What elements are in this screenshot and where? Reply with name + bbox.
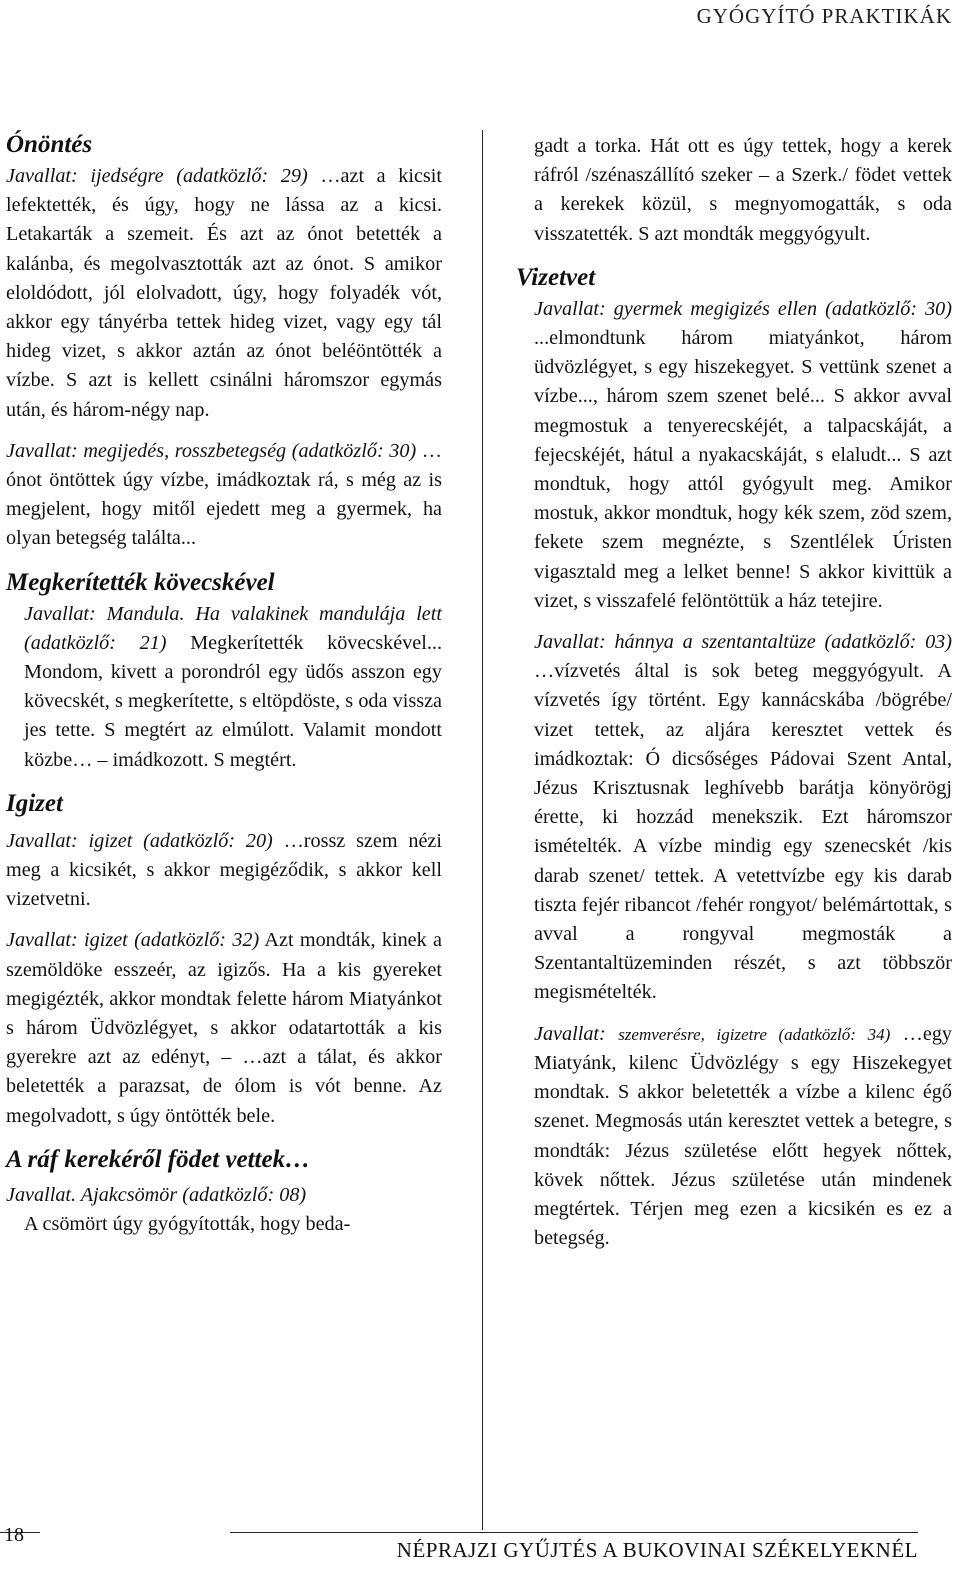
heading-vizetvet: Vizetvet [516,263,596,291]
body-text: …azt a kicsit lefektették, és úgy, hogy ne lássa az a kicsi. Letakarták a szemeit. És azt az ónot betették a kalánba, és megolvasztották azt az ónot. S amikor eloldódott, jól elolvadott, úgy, hogy folyadék vót, akkor egy tányérba tettek hideg vizet, vagy egy tál hideg vizet, s akkor aztán az ónot beléöntötték a vízbe. S azt is kellett csinálni háromszor egymás után, és három-négy nap. [6,165,442,421]
javallat-label: Javallat: hánnya a szentantaltüze (adatközlő: 03) [534,631,952,654]
javallat-label: Javallat: igizet (adatközlő: 32) [6,929,260,952]
javallat-label: Javallat: igizet (adatközlő: 20) [6,829,273,852]
javallat-label: Javallat: Mandula. Ha valakinek mandulája lett (adatközlő: 21) [24,602,442,654]
body-text: Megkerítették kövecskével... Mondom, kivett a porondról egy üdős asszon egy kövecskét, s megkerítette, s eltöpdöste, s oda vissza jes tette. S megtért az elmúlott. Valamit mondott közbe… – imádkozott. S megtért. [24,631,443,771]
running-footer: NÉPRAJZI GYŰJTÉS A BUKOVINAI SZÉKELYEKNÉL [396,1538,918,1562]
javallat-label: Javallat: gyermek megigizés ellen (adatközlő: 30) [534,297,952,320]
heading-raf: A ráf kerekéről födet vettek… [6,1145,311,1173]
heading-kovecske: Megkerítették kövecskével [6,568,275,596]
paragraph [6,162,442,425]
running-header: GYÓGYÍTÓ PRAKTIKÁK [696,4,952,28]
javallat-label: Javallat: ijedségre (adatközlő: 29) [6,165,308,187]
body-text: ...elmondtunk három miatyánkot, három üdvözlégyet, s egy hiszekegyet. S vettünk szenet a vízbe..., három szem szenet belé... S akkor avval megmostuk a tenyerecskéjét, a talpacskáját, a fejecskéjét, hátul a nyakacskáját, s elaludt... S azt mondtuk, hogy attól gyógyult meg. Amikor mostuk, akkor mondtuk, hogy kék szem, zöd szem, fekete szem megnézte, s Szentlélek Úristen vigasztald meg a lelket benne! S akkor kivittük a vizet, s visszafelé felöntöttük a ház tetejire. [534,327,952,612]
heading-igizet: Igizet [6,789,63,817]
javallat-label: Javallat: [534,1022,619,1045]
paragraph [6,1181,442,1239]
body-text: Azt mondták, kinek a szemöldöke esszeér, az igizős. Ha a kis gyereket megigézték, akkor mondtak felette három Miatyánkot s három Üdvözlégyet, s akkor odatartották a kis gyerekre azt az edényt, – …azt a tálat, és akkor beletették a parazsat, de ólom is vót benne. Az megolvadott, s úgy öntötték bele. [6,929,442,1127]
paragraph [534,295,952,616]
paragraph: gadt a torka. Hát ott es úgy tettek, hogy a kerek ráfról /szénaszállító szeker – a Szerk./ födet vettek a kerekek közül, s megnyomogatták, s oda visszatették. S azt mondták meggyógyult. [534,135,952,245]
left-column [6,128,442,1251]
javallat-label-detail: szemverésre, igizetre (adatközlő: 34) [618,1024,891,1044]
column-divider [482,130,483,1530]
paragraph [534,628,952,1008]
body-text: …rossz szem nézi meg a kicsikét, s akkor megigéződik, s akkor kell vizetvetni. [6,829,442,911]
paragraph [6,926,442,1130]
paragraph [6,827,442,915]
paragraph [6,437,442,554]
heading-onontes: Ónöntés [6,131,93,158]
footer-rule [230,1532,918,1533]
page-number: 18 [4,1524,24,1546]
body-text: A csömört úgy gyógyították, hogy beda- [24,1213,351,1236]
paragraph [534,1020,952,1254]
body-text: …vízvetés által is sok beteg meggyógyult. A vízvetés így történt. Egy kannácskába /bögrébe/ vizet tettek, az aljára keresztet vettek és imádkoztak: Ó dicsőséges Pádovai Szent Antal, Jézus Krisztusnak leghívebb barátja könyörögj érette, ki hozzád menekszik. Ezt háromszor ismételték. A vízbe mindig egy szenecskét /kis darab szenet/ tettek. A vetettvízbe egy kis darab tiszta fejér ribancot /fehér rongyot/ belémártottak, s avval a rongyval megmosták a Szentantaltüzeminden részét, s azt többször megismételték. [534,660,952,1004]
paragraph [6,600,442,775]
right-column [516,132,953,1265]
body-text: …egy Miatyánk, kilenc Üdvözlégy s egy Hiszekegyet mondtak. S akkor beletették a vízbe a kilenc égő szenet. Megmosás után keresztet vettek a betegre, s mondták: Jézus születése előtt hegyek nőttek, kövek nőttek. Jézus születése után mindenek megtértek. Térjen meg ezen a kicsikén es ez a betegség. [534,1022,953,1250]
javallat-label: Javallat: megijedés, rosszbetegség (adatközlő: 30) [6,439,417,462]
body-text: …ónot öntöttek úgy vízbe, imádkoztak rá, s még az is megjelent, hogy mitől ejedett meg a gyermek, ha olyan betegség találta... [6,439,442,550]
javallat-label: Javallat. Ajakcsömör (adatközlő: 08) [6,1183,307,1206]
